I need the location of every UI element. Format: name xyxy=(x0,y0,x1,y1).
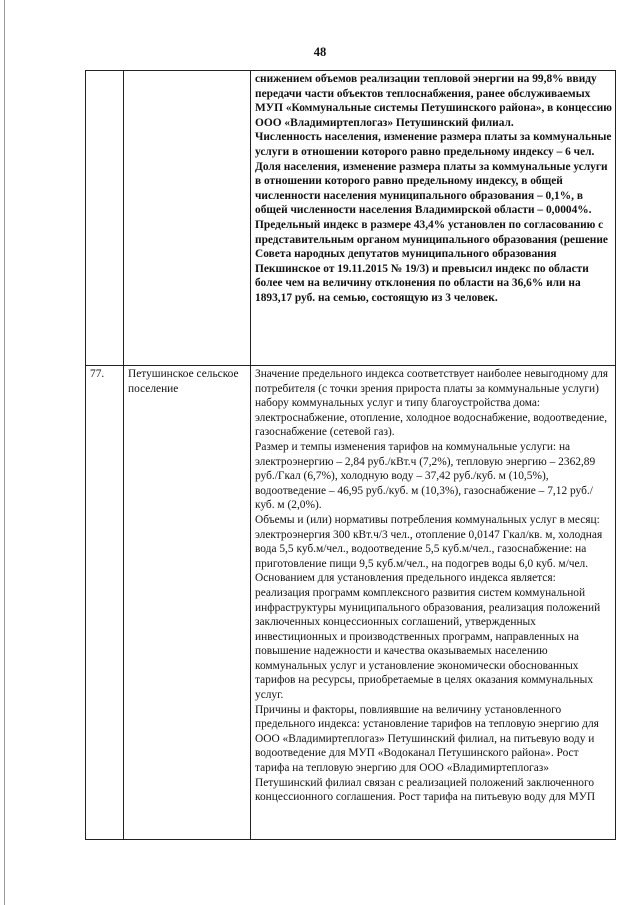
municipal-index-table xyxy=(85,70,616,840)
table-row-continued xyxy=(86,71,616,366)
description-paragraph: Размер и темпы изменения тарифов на коммунальные услуги: на электроэнергию – 2,84 руб./кВт.ч (7,2%), тепловую энергию – 2362,89 руб./Гкал (6,7%), холодную воду – 37,42 руб./куб. м (10,5%), водоотведение – 46,95 руб./куб. м (10,3%), газоснабжение – 7,12 руб./куб. м (2,0%). xyxy=(255,440,596,512)
description-paragraph: Объемы и (или) нормативы потребления коммунальных услуг в месяц: электроэнергия 300 кВт.ч/3 чел., отопление 0,0147 Гкал/кв. м, холодная вода 5,5 куб.м/чел., водоотведение 5,5 куб.м/чел., газоснабжение: на приготовление пищи 9,5 куб.м/чел., на подогрев воды 6,0 куб. м/чел. xyxy=(255,513,603,570)
description-paragraph: Предельный индекс в размере 43,4% установлен по согласованию с представительным органом муниципального образования (решение Совета народных депутатов муниципального образования Пекшинское от 19.11.2015 № 19/3) и превысил индекс по области более чем на величину отклонения по области на 36,6% или на 1893,17 руб. на семью, состоящую из 3 человек. xyxy=(255,218,608,304)
description-paragraph: Доля населения, изменение размера платы за коммунальные услуги в отношении которого равно предельному индексу, в общей численности населения муниципального образования – 0,1%, в общей численности населения Владимирской области – 0,0004%. xyxy=(255,160,608,217)
table-row-77 xyxy=(86,366,616,840)
municipality-name-cell xyxy=(124,71,251,366)
municipality-name-cell: Петушинское сельское поселение xyxy=(124,366,251,840)
row-number-cell: 77. xyxy=(86,366,124,840)
description-cell xyxy=(251,366,616,840)
description-paragraph: Численность населения, изменение размера платы за коммунальные услуги в отношении которого равно предельному индексу – 6 чел. xyxy=(255,131,612,158)
description-paragraph: Значение предельного индекса соответствует наиболее невыгодному для потребителя (с точки зрения прироста платы за коммунальные услуги) набору коммунальных услуг и типу благоустройства дома: электроснабжение, отопление, холодное водоснабжение, водоотведение, газоснабжение (сетевой газ). xyxy=(255,368,609,439)
description-paragraph: Основанием для установления предельного индекса является: реализация программ комплексного развития систем коммунальной инфраструктуры муниципального образования, реализация положений заключенных концессионных соглашений, утвержденных инвестиционных и производственных программ, направленных на повышение надежности и качества оказываемых населению коммунальных услуг и установление экономически обоснованных тарифов на ресурсы, приобретаемые в целях оказания коммунальных услуг. xyxy=(255,572,601,702)
row-number-cell xyxy=(86,71,124,366)
description-paragraph: снижением объемов реализации тепловой энергии на 99,8% ввиду передачи части объектов теплоснабжения, ранее обслуживаемых МУП «Коммунальные системы Петушинского района», в концессию ООО «Владимиртеплогаз» Петушинский филиал. xyxy=(255,73,612,129)
scan-edge-line xyxy=(4,0,5,905)
page-number: 48 xyxy=(313,45,327,59)
description-cell xyxy=(251,71,616,366)
description-paragraph: Причины и факторы, повлиявшие на величину установленного предельного индекса: установление тарифов на тепловую энергию для ООО «Владимиртеплогаз» Петушинский филиал, на питьевую воду и водоотведение для МУП «Водоканал Петушинского района». Рост тарифа на тепловую энергию для ООО «Владимиртеплогаз» Петушинский филиал связан с реализацией положений заключенного концессионного соглашения. Рост тарифа на питьевую воду для МУП xyxy=(255,703,599,804)
